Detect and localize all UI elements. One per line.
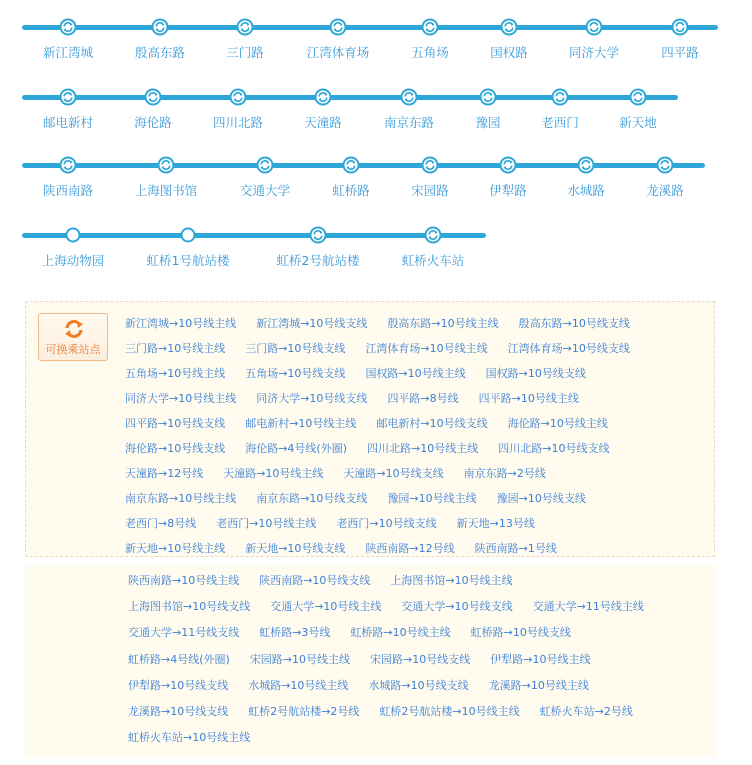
transfer-link[interactable]: 四平路→8号线 <box>387 392 459 405</box>
transfer-link[interactable]: 伊犁路→10号线主线 <box>490 652 591 666</box>
transfer-row <box>125 367 586 381</box>
transfer-link[interactable]: 天潼路→10号线支线 <box>343 467 444 480</box>
transfer-link[interactable]: 四平路→10号线支线 <box>125 417 226 430</box>
transfer-link[interactable]: 宋园路→10号线主线 <box>249 652 351 666</box>
transfer-link[interactable]: 陕西南路→12号线 <box>365 542 455 555</box>
transfer-link[interactable]: 南京东路→10号线支线 <box>256 492 368 505</box>
transfer-link[interactable]: 老西门→10号线主线 <box>216 517 317 530</box>
transfer-link[interactable]: 老西门→10号线支线 <box>336 517 437 530</box>
station-link[interactable]: 海伦路 <box>134 115 172 130</box>
transfer-link[interactable]: 南京东路→10号线主线 <box>125 492 237 505</box>
transfer-station-icon[interactable] <box>421 156 439 174</box>
transfer-link[interactable]: 新江湾城→10号线主线 <box>125 317 237 330</box>
transfer-link[interactable]: 国权路→10号线主线 <box>365 367 466 380</box>
transfer-link[interactable]: 虹桥2号航站楼→2号线 <box>248 705 360 718</box>
transfer-link[interactable]: 新天地→13号线 <box>456 517 535 530</box>
transfer-station-icon[interactable] <box>671 18 689 36</box>
station-link[interactable]: 陕西南路 <box>42 183 94 198</box>
station-link[interactable]: 新天地 <box>619 115 657 130</box>
transfer-link[interactable]: 交通大学→10号线支线 <box>401 600 513 614</box>
transfer-row <box>125 467 546 481</box>
transfer-stations-badge <box>38 313 108 361</box>
transfer-link[interactable]: 四平路→10号线主线 <box>478 392 579 405</box>
transfer-link[interactable]: 三门路→10号线主线 <box>125 342 226 355</box>
station-link[interactable]: 三门路 <box>226 45 264 60</box>
transfer-station-icon[interactable] <box>551 88 569 106</box>
transfer-row <box>128 600 644 614</box>
transfer-station-icon[interactable] <box>329 18 347 36</box>
transfer-station-icon[interactable] <box>585 18 603 36</box>
station-link[interactable]: 虹桥火车站 <box>401 253 465 268</box>
transfer-station-icon[interactable] <box>236 18 254 36</box>
transfer-link[interactable]: 交通大学→10号线主线 <box>270 600 382 614</box>
transfer-link[interactable]: 南京东路→2号线 <box>463 467 546 480</box>
transfer-row <box>128 574 513 588</box>
station-link[interactable]: 邮电新村 <box>42 115 94 130</box>
transfer-link[interactable]: 虹桥路→3号线 <box>259 626 331 640</box>
transfer-link[interactable]: 虹桥2号航站楼→10号线主线 <box>379 705 520 718</box>
station-link[interactable]: 南京东路 <box>383 115 435 130</box>
transfer-link[interactable]: 三门路→10号线支线 <box>245 342 346 355</box>
transfer-link[interactable]: 殷高东路→10号线支线 <box>518 317 630 330</box>
transfer-link[interactable]: 陕西南路→10号线支线 <box>259 574 371 587</box>
transfer-link[interactable]: 新天地→10号线主线 <box>125 542 226 555</box>
transfer-row <box>128 705 633 719</box>
badge-label: 可换乘站点 <box>45 343 101 356</box>
transfer-link[interactable]: 交通大学→11号线主线 <box>532 600 644 614</box>
transfer-link[interactable]: 豫园→10号线支线 <box>496 492 586 505</box>
station-link[interactable]: 国权路 <box>490 45 528 60</box>
transfer-link[interactable]: 水城路→10号线支线 <box>368 678 469 692</box>
transfer-row <box>125 517 535 531</box>
transfer-link[interactable]: 老西门→8号线 <box>125 517 197 530</box>
transfer-station-icon[interactable] <box>59 18 77 36</box>
transfer-row <box>125 342 630 356</box>
transfer-link[interactable]: 宋园路→10号线支线 <box>370 652 471 666</box>
transfer-station-icon[interactable] <box>229 88 247 106</box>
transfer-station-icon[interactable] <box>499 156 517 174</box>
station-link[interactable]: 老西门 <box>541 115 579 130</box>
transfer-station-icon[interactable] <box>314 88 332 106</box>
transfer-station-icon[interactable] <box>59 88 77 106</box>
route-track-4 <box>22 233 486 238</box>
transfer-row <box>125 442 609 456</box>
station-link[interactable]: 宋园路 <box>411 183 449 198</box>
transfer-station-icon[interactable] <box>421 18 439 36</box>
transfer-station-icon[interactable] <box>256 156 274 174</box>
transfer-link[interactable]: 水城路→10号线主线 <box>248 678 349 692</box>
transfer-link[interactable]: 天潼路→10号线主线 <box>223 467 324 480</box>
transfer-link[interactable]: 虹桥路→4号线(外圈) <box>128 652 230 666</box>
transfer-link[interactable]: 江湾体育场→10号线主线 <box>365 342 488 355</box>
transfer-row <box>128 653 590 667</box>
transfer-row <box>125 392 579 406</box>
station-link[interactable]: 天潼路 <box>304 115 342 130</box>
transfer-row <box>125 492 586 506</box>
transfer-station-icon[interactable] <box>144 88 162 106</box>
station-dot-icon[interactable] <box>179 226 197 244</box>
transfer-link[interactable]: 虹桥路→10号线支线 <box>470 626 571 640</box>
transfer-row <box>125 542 557 556</box>
transfer-link[interactable]: 龙溪路→10号线主线 <box>488 678 589 692</box>
transfer-station-icon[interactable] <box>424 226 442 244</box>
transfer-station-icon[interactable] <box>629 88 647 106</box>
transfer-link[interactable]: 海伦路→4号线(外圈) <box>245 442 348 455</box>
transfer-link[interactable]: 新江湾城→10号线支线 <box>256 317 368 330</box>
station-link[interactable]: 虹桥路 <box>332 183 370 198</box>
transfer-link[interactable]: 新天地→10号线支线 <box>245 542 346 555</box>
transfer-link[interactable]: 陕西南路→10号线主线 <box>128 574 240 587</box>
station-link[interactable]: 五角场 <box>411 45 449 60</box>
station-link[interactable]: 四平路 <box>661 45 699 60</box>
transfer-link[interactable]: 豫园→10号线主线 <box>387 492 477 505</box>
transfer-station-icon[interactable] <box>59 156 77 174</box>
transfer-link[interactable]: 殷高东路→10号线主线 <box>387 317 499 330</box>
transfer-row <box>128 731 250 745</box>
transfer-link[interactable]: 同济大学→10号线支线 <box>256 392 368 405</box>
transfer-station-icon[interactable] <box>400 88 418 106</box>
transfer-link[interactable]: 四川北路→10号线支线 <box>498 442 610 455</box>
transfer-row <box>125 317 630 331</box>
transfer-row <box>128 679 589 693</box>
transfer-station-icon[interactable] <box>157 156 175 174</box>
transfer-link[interactable]: 同济大学→10号线主线 <box>125 392 237 405</box>
transfer-link[interactable]: 国权路→10号线支线 <box>485 367 586 380</box>
transfer-link[interactable]: 海伦路→10号线支线 <box>125 442 226 455</box>
station-link[interactable]: 同济大学 <box>568 45 620 60</box>
station-link[interactable]: 江湾体育场 <box>306 45 370 60</box>
transfer-link[interactable]: 交通大学→11号线支线 <box>128 626 240 640</box>
transfer-link[interactable]: 虹桥火车站→2号线 <box>539 705 633 718</box>
transfer-station-icon[interactable] <box>479 88 497 106</box>
transfer-link[interactable]: 邮电新村→10号线主线 <box>245 417 357 430</box>
transfer-link[interactable]: 上海图书馆→10号线支线 <box>128 600 251 614</box>
station-dot-icon[interactable] <box>64 226 82 244</box>
transfer-link[interactable]: 上海图书馆→10号线主线 <box>390 574 513 587</box>
station-link[interactable]: 虹桥2号航站楼 <box>276 253 360 268</box>
transfer-link[interactable]: 虹桥火车站→10号线主线 <box>128 731 251 745</box>
transfer-link[interactable]: 虹桥路→10号线主线 <box>350 626 451 640</box>
station-link[interactable]: 龙溪路 <box>646 183 684 198</box>
transfer-link[interactable]: 海伦路→10号线主线 <box>507 417 608 430</box>
station-link[interactable]: 交通大学 <box>239 183 291 198</box>
station-link[interactable]: 四川北路 <box>212 115 264 130</box>
transfer-row <box>128 626 571 640</box>
transfer-link[interactable]: 龙溪路→10号线支线 <box>128 705 229 718</box>
transfer-station-icon[interactable] <box>309 226 327 244</box>
station-link[interactable]: 水城路 <box>567 183 605 198</box>
transfer-link[interactable]: 伊犁路→10号线支线 <box>128 678 229 692</box>
transfer-link[interactable]: 四川北路→10号线主线 <box>367 442 479 455</box>
station-link[interactable]: 伊犁路 <box>489 183 527 198</box>
transfer-station-icon[interactable] <box>577 156 595 174</box>
route-track-2 <box>22 95 678 100</box>
transfer-station-icon[interactable] <box>342 156 360 174</box>
orange-refresh-icon <box>63 318 85 340</box>
station-link[interactable]: 虹桥1号航站楼 <box>146 253 230 268</box>
station-link[interactable]: 殷高东路 <box>134 45 186 60</box>
transfer-link[interactable]: 邮电新村→10号线支线 <box>376 417 488 430</box>
transfer-link[interactable]: 天潼路→12号线 <box>125 467 204 480</box>
station-link[interactable]: 豫园 <box>475 115 501 130</box>
station-link[interactable]: 上海动物园 <box>41 253 105 268</box>
transfer-station-icon[interactable] <box>500 18 518 36</box>
transfer-station-icon[interactable] <box>151 18 169 36</box>
station-link[interactable]: 上海图书馆 <box>134 183 198 198</box>
transfer-link[interactable]: 江湾体育场→10号线支线 <box>507 342 630 355</box>
transfer-station-icon[interactable] <box>656 156 674 174</box>
transfer-row <box>125 417 608 431</box>
transfer-link[interactable]: 五角场→10号线支线 <box>245 367 346 380</box>
route-track-3 <box>22 163 705 168</box>
route-track-1 <box>22 25 718 30</box>
transfer-link[interactable]: 陕西南路→1号线 <box>474 542 557 555</box>
station-link[interactable]: 新江湾城 <box>42 45 94 60</box>
transfer-link[interactable]: 五角场→10号线主线 <box>125 367 226 380</box>
